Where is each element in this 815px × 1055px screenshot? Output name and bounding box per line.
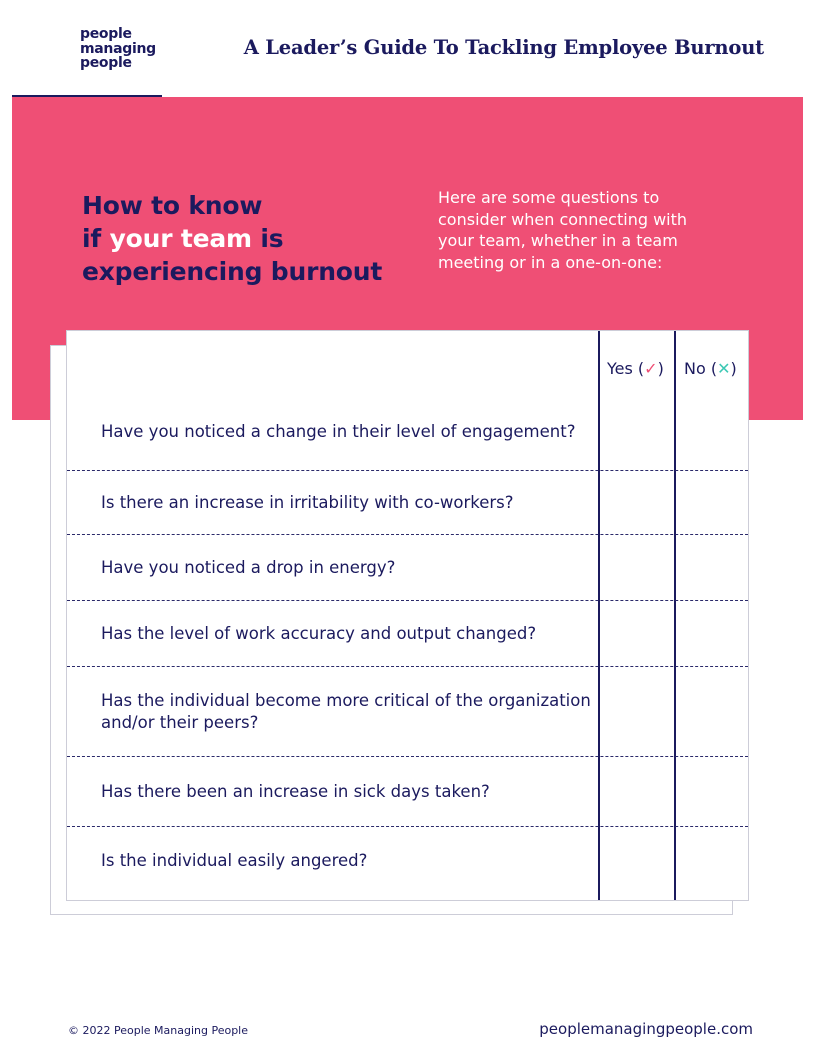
question-text: Has the level of work accuracy and output changed? xyxy=(101,623,537,643)
yes-column-header xyxy=(607,359,664,378)
website-link[interactable]: peoplemanagingpeople.com xyxy=(539,1020,753,1038)
logo-line-2: managing xyxy=(80,40,156,57)
checklist-row xyxy=(67,757,748,827)
no-close-paren: ) xyxy=(730,359,737,378)
checklist-row xyxy=(67,601,748,667)
checklist-row xyxy=(67,393,748,471)
logo-line-1: people xyxy=(80,26,132,42)
cross-icon: ✕ xyxy=(717,359,731,378)
headline-highlight: your team xyxy=(109,224,252,253)
question-text: Has the individual become more critical of the organization and/or their peers? xyxy=(101,690,591,732)
headline-line-2-post: is xyxy=(251,224,284,253)
headline-line-2-pre: if xyxy=(82,224,110,253)
checklist-row xyxy=(67,667,748,757)
question-text: Is there an increase in irritability with co-workers? xyxy=(101,492,514,512)
document-title: A Leader’s Guide To Tackling Employee Burnout xyxy=(243,36,764,59)
headline-line-1: How to know xyxy=(82,191,263,220)
brand-logo xyxy=(80,27,156,71)
intro-line-2: consider when connecting with xyxy=(438,209,688,229)
intro-line-4: meeting or in a one-on-one: xyxy=(438,252,663,272)
no-column-header xyxy=(684,359,737,378)
intro-line-1: Here are some questions to xyxy=(438,188,660,207)
logo-line-3: people xyxy=(80,55,132,71)
yes-close-paren: ) xyxy=(657,359,664,378)
copyright-text: © 2022 People Managing People xyxy=(68,1024,249,1037)
headline-line-2 xyxy=(82,222,382,255)
question-text: Have you noticed a drop in energy? xyxy=(101,557,396,577)
headline-line-3: experiencing burnout xyxy=(82,257,383,286)
hero-headline xyxy=(82,189,382,288)
question-text: Has there been an increase in sick days taken? xyxy=(101,781,490,801)
hero-intro xyxy=(438,187,758,273)
no-label: No ( xyxy=(684,359,718,378)
checklist-row xyxy=(67,471,748,535)
intro-line-3: your team, whether in a team xyxy=(438,231,678,250)
checkmark-icon: ✓ xyxy=(644,359,658,378)
yes-label: Yes ( xyxy=(607,359,645,378)
checklist-card xyxy=(66,330,749,901)
question-text: Have you noticed a change in their level of engagement? xyxy=(101,421,576,441)
checklist-row xyxy=(67,827,748,895)
question-text: Is the individual easily angered? xyxy=(101,850,368,870)
checklist-row xyxy=(67,535,748,601)
